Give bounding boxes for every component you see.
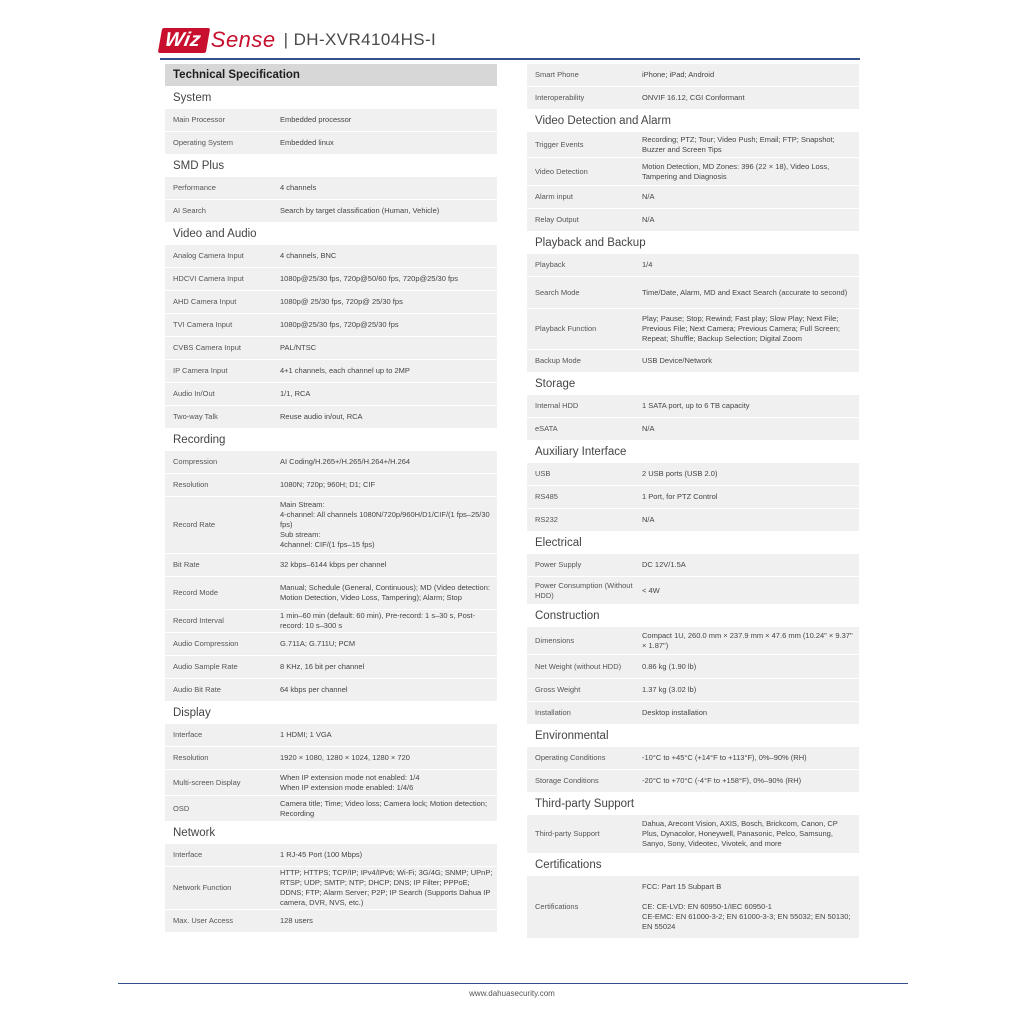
footer-url: www.dahuasecurity.com xyxy=(469,989,555,998)
spec-label: Dimensions xyxy=(535,635,575,645)
spec-label: Performance xyxy=(173,183,216,193)
spec-label: TVI Camera Input xyxy=(173,320,233,330)
spec-value: 32 kbps–6144 kbps per channel xyxy=(280,560,387,569)
spec-row xyxy=(165,910,497,932)
spec-label: Audio In/Out xyxy=(173,389,215,399)
spec-label: Internal HDD xyxy=(535,401,579,411)
spec-value: USB Device/Network xyxy=(642,356,713,365)
spec-label: Operating System xyxy=(173,138,234,148)
left-spec-column xyxy=(165,64,497,933)
spec-label: Resolution xyxy=(173,480,209,490)
spec-label: Power Supply xyxy=(535,560,582,570)
spec-row xyxy=(527,209,859,231)
spec-label: Record Interval xyxy=(173,616,224,626)
logo-sense-text: Sense xyxy=(210,27,276,52)
spec-value: 1080p@25/30 fps, 720p@50/60 fps, 720p@25/30 fps xyxy=(280,274,458,283)
spec-row xyxy=(165,554,497,576)
spec-row xyxy=(527,395,859,417)
spec-label: Main Processor xyxy=(173,115,226,125)
spec-value: AI Coding/H.265+/H.265/H.264+/H.264 xyxy=(280,457,411,466)
wizsense-logo xyxy=(160,28,276,53)
spec-value: N/A xyxy=(642,424,655,433)
spec-row xyxy=(527,702,859,724)
spec-value: Camera title; Time; Video loss; Camera lock; Motion detection; Recording xyxy=(280,798,488,818)
spec-row xyxy=(165,747,497,769)
spec-value: 4 channels, BNC xyxy=(280,251,337,260)
spec-label: Alarm input xyxy=(535,192,573,202)
spec-value: Main Stream: 4-channel: All channels 1080N/720p/960H/D1/CIF/(1 fps–25/30 fps) Sub stream: 4channel: CIF/(1 fps–15 fps) xyxy=(280,500,490,549)
spec-label: Trigger Events xyxy=(535,139,584,149)
spec-row xyxy=(165,109,497,131)
spec-value: Dahua, Arecont Vision, AXIS, Bosch, Brickcom, Canon, CP Plus, Dynacolor, Honeywell, Panasonic, Pelco, Samsung, Sanyo, Sony, Videotec, Vivotek, and more xyxy=(642,819,838,848)
spec-value: 1 HDMI; 1 VGA xyxy=(280,730,332,739)
spec-value: Recording; PTZ; Tour; Video Push; Email; FTP; Snapshot; Buzzer and Screen Tips xyxy=(642,134,835,154)
model-number: | DH-XVR4104HS-I xyxy=(283,30,437,49)
spec-row xyxy=(527,277,859,308)
spec-row xyxy=(165,474,497,496)
spec-label: Playback Function xyxy=(535,324,597,334)
document-header xyxy=(160,22,436,58)
spec-row xyxy=(527,679,859,701)
logo-wiz-text: Wiz xyxy=(158,28,210,53)
spec-label: Two-way Talk xyxy=(173,412,218,422)
spec-value: 1080N; 720p; 960H; D1; CIF xyxy=(280,480,376,489)
spec-value: DC 12V/1.5A xyxy=(642,560,686,569)
spec-value: 1920 × 1080, 1280 × 1024, 1280 × 720 xyxy=(280,753,410,762)
spec-value: Motion Detection, MD Zones: 396 (22 × 18), Video Loss, Tampering and Diagnosis xyxy=(642,161,830,181)
spec-row xyxy=(527,350,859,372)
spec-row xyxy=(527,655,859,678)
spec-value: Manual; Schedule (General, Continuous); MD (Video detection: Motion Detection, Video Loss, Tampering); Alarm; Stop xyxy=(280,583,490,602)
spec-label: Operating Conditions xyxy=(535,753,606,763)
spec-label: CVBS Camera Input xyxy=(173,343,241,353)
spec-label: Certifications xyxy=(535,902,579,912)
spec-row xyxy=(527,309,859,349)
spec-value: N/A xyxy=(642,515,655,524)
section-heading: Certifications xyxy=(535,859,602,871)
right-spec-column xyxy=(527,64,859,939)
spec-label: AHD Camera Input xyxy=(173,297,237,307)
header-divider xyxy=(160,58,860,60)
spec-label: Playback xyxy=(535,260,566,270)
spec-value: FCC: Part 15 Subpart B CE: CE-LVD: EN 60950-1/IEC 60950-1 CE-EMC: EN 61000-3-2; EN 61000-3-3; EN 55032; EN 50130; EN 55024 xyxy=(642,882,851,931)
spec-row xyxy=(527,463,859,485)
spec-label: Power Consumption (Without HDD) xyxy=(535,581,633,600)
spec-value: Reuse audio in/out, RCA xyxy=(280,412,363,421)
spec-row xyxy=(527,876,859,938)
spec-label: eSATA xyxy=(535,424,558,434)
spec-row xyxy=(527,254,859,276)
section-heading: Recording xyxy=(173,434,226,446)
spec-value: iPhone; iPad; Android xyxy=(642,70,715,79)
spec-value: 2 USB ports (USB 2.0) xyxy=(642,469,718,478)
section-heading: Construction xyxy=(535,610,600,622)
spec-value: ONVIF 16.12, CGI Conformant xyxy=(642,93,745,102)
spec-label: Audio Bit Rate xyxy=(173,685,221,695)
spec-value: N/A xyxy=(642,192,655,201)
section-heading: System xyxy=(173,92,212,104)
spec-value: Time/Date, Alarm, MD and Exact Search (accurate to second) xyxy=(642,287,848,297)
spec-value: 1/1, RCA xyxy=(280,389,311,398)
spec-value: 128 users xyxy=(280,916,313,925)
spec-row xyxy=(165,867,497,909)
spec-label: Video Detection xyxy=(535,166,588,176)
spec-row xyxy=(527,486,859,508)
spec-row xyxy=(165,268,497,290)
spec-label: Analog Camera Input xyxy=(173,251,244,261)
spec-value: HTTP; HTTPS; TCP/IP; IPv4/IPv6; Wi-Fi; 3G/4G; SNMP; UPnP; RTSP; UDP; SMTP; NTP; DHCP; DNS; IP Filter; PPPoE; DDNS; FTP; Alarm Server; P2P; IP Search (Supports Dahua IP camera, DVR, NVS, etc.) xyxy=(280,868,493,907)
spec-value: Embedded processor xyxy=(280,115,352,124)
spec-row xyxy=(165,406,497,428)
spec-row xyxy=(165,577,497,609)
spec-label: Record Mode xyxy=(173,588,219,598)
spec-row xyxy=(165,360,497,382)
spec-label: IP Camera Input xyxy=(173,366,228,376)
spec-row xyxy=(165,200,497,222)
spec-label: AI Search xyxy=(173,206,206,216)
spec-row xyxy=(165,451,497,473)
spec-row xyxy=(165,796,497,821)
spec-value: Search by target classification (Human, Vehicle) xyxy=(280,206,440,215)
spec-label: Max. User Access xyxy=(173,916,234,926)
section-heading: Video Detection and Alarm xyxy=(535,115,671,127)
section-heading: Auxiliary Interface xyxy=(535,446,627,458)
spec-label: Bit Rate xyxy=(173,560,200,570)
spec-label: USB xyxy=(535,469,551,479)
spec-label: Third-party Support xyxy=(535,829,600,839)
spec-label: Compression xyxy=(173,457,218,467)
section-heading: Display xyxy=(173,707,211,719)
spec-label: RS232 xyxy=(535,515,558,525)
spec-value: -10°C to +45°C (+14°F to +113°F), 0%–90% (RH) xyxy=(642,753,807,762)
spec-row xyxy=(165,633,497,655)
spec-value: Play; Pause; Stop; Rewind; Fast play; Slow Play; Next File; Previous File; Next Camera; Previous Camera; Full Screen; Repeat; Shuffle; Backup Selection; Digital Zoom xyxy=(642,314,840,343)
spec-row xyxy=(165,383,497,405)
spec-row xyxy=(165,724,497,746)
spec-value: 1080p@25/30 fps, 720p@25/30 fps xyxy=(280,320,399,329)
spec-row xyxy=(527,64,859,86)
spec-value: 1 SATA port, up to 6 TB capacity xyxy=(642,401,750,410)
spec-label: HDCVI Camera Input xyxy=(173,274,244,284)
spec-value: 8 KHz, 16 bit per channel xyxy=(280,662,365,671)
spec-row xyxy=(527,747,859,769)
spec-value: Desktop installation xyxy=(642,708,708,717)
spec-value: When IP extension mode not enabled: 1/4 When IP extension mode enabled: 1/4/6 xyxy=(280,772,420,792)
spec-label: Interface xyxy=(173,850,203,860)
spec-label: Audio Sample Rate xyxy=(173,662,238,672)
spec-value: 64 kbps per channel xyxy=(280,685,348,694)
spec-row xyxy=(527,627,859,654)
spec-title: Technical Specification xyxy=(165,64,497,86)
spec-label: Audio Compression xyxy=(173,639,239,649)
spec-value: 0.86 kg (1.90 lb) xyxy=(642,661,697,671)
spec-value: 1080p@ 25/30 fps, 720p@ 25/30 fps xyxy=(280,297,403,306)
section-heading: Electrical xyxy=(535,537,582,549)
spec-label: Installation xyxy=(535,708,571,718)
spec-row xyxy=(165,610,497,632)
spec-label: Search Mode xyxy=(535,287,580,297)
spec-row xyxy=(165,679,497,701)
spec-row xyxy=(527,815,859,853)
spec-value: < 4W xyxy=(642,585,660,595)
spec-label: Interface xyxy=(173,730,203,740)
section-heading: Third-party Support xyxy=(535,798,635,810)
section-heading: Storage xyxy=(535,378,576,390)
spec-label: RS485 xyxy=(535,492,558,502)
spec-row xyxy=(527,554,859,576)
spec-label: Backup Mode xyxy=(535,356,581,366)
spec-row xyxy=(165,770,497,795)
section-heading: Playback and Backup xyxy=(535,237,646,249)
spec-row xyxy=(165,177,497,199)
spec-value: 1 min–60 min (default: 60 min), Pre-record: 1 s–30 s, Post-record: 10 s–300 s xyxy=(280,611,476,630)
spec-value: G.711A; G.711U; PCM xyxy=(280,639,356,648)
spec-row xyxy=(165,314,497,336)
spec-row xyxy=(527,418,859,440)
spec-label: Resolution xyxy=(173,753,209,763)
spec-label: Network Function xyxy=(173,883,232,893)
spec-value: 4+1 channels, each channel up to 2MP xyxy=(280,366,410,375)
spec-value: Compact 1U, 260.0 mm × 237.9 mm × 47.6 mm (10.24" × 9.37" × 1.87") xyxy=(642,630,853,650)
spec-row xyxy=(165,245,497,267)
section-heading: SMD Plus xyxy=(173,160,225,172)
spec-row xyxy=(527,132,859,157)
section-heading: Video and Audio xyxy=(173,228,257,240)
spec-row xyxy=(527,158,859,185)
spec-value: N/A xyxy=(642,215,655,224)
spec-row xyxy=(165,497,497,553)
spec-label: Relay Output xyxy=(535,215,579,225)
spec-value: 4 channels xyxy=(280,183,317,192)
spec-value: Embedded linux xyxy=(280,138,334,147)
spec-label: Net Weight (without HDD) xyxy=(535,661,622,671)
spec-row xyxy=(165,337,497,359)
spec-label: Interoperability xyxy=(535,93,585,103)
spec-row xyxy=(165,291,497,313)
spec-value: 1 RJ-45 Port (100 Mbps) xyxy=(280,850,363,859)
section-heading: Network xyxy=(173,827,216,839)
spec-row xyxy=(165,132,497,154)
spec-value: PAL/NTSC xyxy=(280,343,317,352)
spec-value: 1/4 xyxy=(642,260,653,269)
footer-divider xyxy=(118,983,908,984)
spec-label: Record Rate xyxy=(173,520,216,530)
spec-row xyxy=(165,844,497,866)
spec-value: 1 Port, for PTZ Control xyxy=(642,492,718,501)
spec-row xyxy=(527,770,859,792)
spec-value: -20°C to +70°C (-4°F to +158°F), 0%–90% (RH) xyxy=(642,776,802,785)
section-heading: Environmental xyxy=(535,730,609,742)
spec-row xyxy=(527,87,859,109)
spec-label: Multi-screen Display xyxy=(173,777,241,787)
spec-label: Storage Conditions xyxy=(535,776,599,786)
spec-label: OSD xyxy=(173,803,190,813)
spec-row xyxy=(527,186,859,208)
spec-row xyxy=(527,577,859,604)
spec-label: Smart Phone xyxy=(535,70,579,80)
spec-row xyxy=(165,656,497,678)
spec-label: Gross Weight xyxy=(535,685,581,695)
spec-value: 1.37 kg (3.02 lb) xyxy=(642,685,697,694)
spec-row xyxy=(527,509,859,531)
